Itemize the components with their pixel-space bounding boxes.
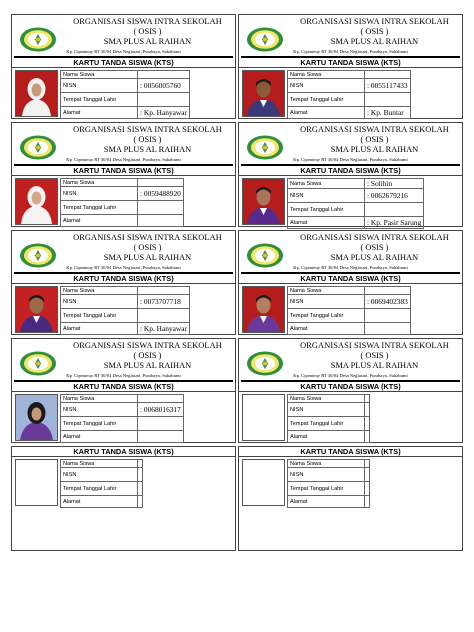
student-photo-empty: [242, 459, 285, 506]
school-name: SMA PLUS AL RAIHAN: [330, 37, 419, 46]
student-info-table: [60, 459, 143, 508]
label-address: Alamat: [61, 323, 138, 335]
label-address: Alamat: [288, 496, 365, 508]
label-nisn: NISN: [61, 79, 138, 93]
value-address: : Kp. Pasir Sarung: [365, 217, 424, 229]
label-address: Alamat: [61, 496, 138, 508]
value-name: [138, 395, 184, 403]
school-name: SMA PLUS AL RAIHAN: [103, 37, 192, 46]
label-ttl: Tempat Tanggal Lahir: [288, 482, 365, 496]
student-photo: [15, 394, 58, 441]
label-nisn: NISN: [288, 79, 365, 93]
student-photo: [15, 286, 58, 333]
value-nisn: : 0073707718: [138, 295, 190, 309]
label-name: Nama Siswa: [288, 71, 365, 79]
student-photo-empty: [242, 394, 285, 441]
label-address: Alamat: [288, 431, 365, 443]
label-nisn: NISN: [288, 403, 365, 417]
value-name: [138, 287, 190, 295]
value-name: : Solihin: [365, 179, 424, 189]
label-ttl: Tempat Tanggal Lahir: [288, 417, 365, 431]
school-address: Kp. Cipeuteuy RT 30/04 Desa Neglasari, Purabaya, Sukabumi: [293, 373, 408, 378]
student-info-table: [287, 70, 411, 119]
label-nisn: NISN: [61, 187, 138, 201]
value-name: [138, 179, 184, 187]
org-name: ORGANISASI SISWA INTRA SEKOLAH: [300, 341, 449, 350]
value-nisn: [138, 468, 143, 482]
student-photo: [242, 286, 285, 333]
value-address: [365, 323, 411, 335]
org-name: ORGANISASI SISWA INTRA SEKOLAH: [73, 233, 222, 242]
value-ttl: [365, 417, 370, 431]
school-address: Kp. Cipeuteuy RT 30/04 Desa Neglasari, Purabaya, Sukabumi: [293, 49, 408, 54]
school-address: Kp. Cipeuteuy RT 30/04 Desa Neglasari, Purabaya, Sukabumi: [66, 49, 181, 54]
school-name: SMA PLUS AL RAIHAN: [330, 253, 419, 262]
card-title: KARTU TANDA SISWA (KTS): [12, 274, 235, 284]
value-nisn: : 0059488920: [138, 187, 184, 201]
value-address: [138, 215, 184, 227]
label-address: Alamat: [288, 107, 365, 119]
label-name: Nama Siswa: [288, 179, 365, 189]
value-nisn: : 0056005760: [138, 79, 190, 93]
student-photo: [242, 70, 285, 117]
student-photo: [15, 70, 58, 117]
school-name: SMA PLUS AL RAIHAN: [330, 145, 419, 154]
card-title: KARTU TANDA SISWA (KTS): [12, 58, 235, 68]
label-ttl: Tempat Tanggal Lahir: [61, 309, 138, 323]
value-name: [138, 71, 190, 79]
school-address: Kp. Cipeuteuy RT 30/04 Desa Neglasari, Purabaya, Sukabumi: [293, 157, 408, 162]
value-address: [365, 431, 370, 443]
value-ttl: [138, 417, 184, 431]
value-ttl: [365, 309, 411, 323]
kts-sheet: [11, 14, 463, 554]
label-ttl: Tempat Tanggal Lahir: [61, 417, 138, 431]
value-name: [365, 71, 411, 79]
org-abbrev: ( OSIS ): [133, 135, 162, 144]
student-card: [238, 338, 463, 443]
label-ttl: Tempat Tanggal Lahir: [61, 201, 138, 215]
school-address: Kp. Cipeuteuy RT 30/04 Desa Neglasari, Purabaya, Sukabumi: [66, 157, 181, 162]
school-name: SMA PLUS AL RAIHAN: [103, 145, 192, 154]
student-info-table: [60, 70, 190, 119]
card-title: KARTU TANDA SISWA (KTS): [12, 166, 235, 176]
label-name: Nama Siswa: [61, 460, 138, 468]
student-card: [11, 338, 236, 443]
school-address: Kp. Cipeuteuy RT 30/04 Desa Neglasari, Purabaya, Sukabumi: [293, 265, 408, 270]
student-card: [238, 14, 463, 119]
student-photo: [15, 178, 58, 225]
org-abbrev: ( OSIS ): [133, 351, 162, 360]
student-card: [11, 14, 236, 119]
value-ttl: [138, 482, 143, 496]
value-nisn: [365, 468, 370, 482]
value-nisn: : 0055117433: [365, 79, 411, 93]
label-name: Nama Siswa: [288, 287, 365, 295]
label-name: Nama Siswa: [61, 395, 138, 403]
label-nisn: NISN: [61, 295, 138, 309]
value-ttl: [138, 201, 184, 215]
org-name: ORGANISASI SISWA INTRA SEKOLAH: [300, 233, 449, 242]
student-photo: [242, 178, 285, 225]
org-abbrev: ( OSIS ): [360, 135, 389, 144]
card-title: KARTU TANDA SISWA (KTS): [239, 166, 462, 176]
org-name: ORGANISASI SISWA INTRA SEKOLAH: [300, 125, 449, 134]
label-name: Nama Siswa: [61, 179, 138, 187]
school-address: Kp. Cipeuteuy RT 30/04 Desa Neglasari, Purabaya, Sukabumi: [66, 373, 181, 378]
value-name: [365, 460, 370, 468]
org-name: ORGANISASI SISWA INTRA SEKOLAH: [73, 341, 222, 350]
value-name: [365, 395, 370, 403]
label-address: Alamat: [288, 217, 365, 229]
label-ttl: Tempat Tanggal Lahir: [288, 93, 365, 107]
label-name: Nama Siswa: [288, 460, 365, 468]
card-title: KARTU TANDA SISWA (KTS): [239, 447, 462, 457]
org-name: ORGANISASI SISWA INTRA SEKOLAH: [300, 17, 449, 26]
label-name: Nama Siswa: [61, 287, 138, 295]
label-address: Alamat: [61, 107, 138, 119]
value-address: : Kp. Buntar: [365, 107, 411, 119]
student-info-table: [60, 286, 190, 335]
value-name: [365, 287, 411, 295]
student-card: [238, 230, 463, 335]
value-ttl: [365, 203, 424, 217]
label-name: Nama Siswa: [288, 395, 365, 403]
label-ttl: Tempat Tanggal Lahir: [61, 482, 138, 496]
card-title: KARTU TANDA SISWA (KTS): [12, 447, 235, 457]
org-name: ORGANISASI SISWA INTRA SEKOLAH: [73, 17, 222, 26]
label-address: Alamat: [288, 323, 365, 335]
value-address: [138, 496, 143, 508]
value-ttl: [365, 482, 370, 496]
student-info-table: [287, 394, 370, 443]
org-abbrev: ( OSIS ): [360, 351, 389, 360]
value-ttl: [138, 93, 190, 107]
value-address: [365, 496, 370, 508]
student-card: [238, 122, 463, 227]
label-name: Nama Siswa: [61, 71, 138, 79]
value-name: [138, 460, 143, 468]
student-info-table: [287, 286, 411, 335]
value-address: : Kp. Hanyawar: [138, 323, 190, 335]
label-ttl: Tempat Tanggal Lahir: [288, 309, 365, 323]
label-address: Alamat: [61, 431, 138, 443]
org-abbrev: ( OSIS ): [360, 27, 389, 36]
student-info-table: [60, 394, 184, 443]
label-ttl: Tempat Tanggal Lahir: [61, 93, 138, 107]
value-nisn: : 0062679216: [365, 189, 424, 203]
card-title: KARTU TANDA SISWA (KTS): [239, 58, 462, 68]
label-ttl: Tempat Tanggal Lahir: [288, 203, 365, 217]
student-info-table: [60, 178, 184, 227]
student-card: [11, 122, 236, 227]
label-address: Alamat: [61, 215, 138, 227]
label-nisn: NISN: [288, 468, 365, 482]
org-abbrev: ( OSIS ): [133, 27, 162, 36]
value-nisn: [365, 403, 370, 417]
label-nisn: NISN: [61, 403, 138, 417]
value-address: [138, 431, 184, 443]
value-ttl: [138, 309, 190, 323]
value-nisn: : 0069402383: [365, 295, 411, 309]
school-address: Kp. Cipeuteuy RT 30/04 Desa Neglasari, Purabaya, Sukabumi: [66, 265, 181, 270]
school-name: SMA PLUS AL RAIHAN: [330, 361, 419, 370]
card-title: KARTU TANDA SISWA (KTS): [239, 274, 462, 284]
org-abbrev: ( OSIS ): [133, 243, 162, 252]
student-card: [238, 446, 463, 551]
value-nisn: : 0068016317: [138, 403, 184, 417]
card-title: KARTU TANDA SISWA (KTS): [12, 382, 235, 392]
student-info-table: [287, 178, 424, 229]
school-name: SMA PLUS AL RAIHAN: [103, 361, 192, 370]
student-card: [11, 446, 236, 551]
student-photo-empty: [15, 459, 58, 506]
value-address: : Kp. Hanyawar: [138, 107, 190, 119]
school-name: SMA PLUS AL RAIHAN: [103, 253, 192, 262]
label-nisn: NISN: [288, 295, 365, 309]
org-name: ORGANISASI SISWA INTRA SEKOLAH: [73, 125, 222, 134]
student-card: [11, 230, 236, 335]
card-title: KARTU TANDA SISWA (KTS): [239, 382, 462, 392]
student-info-table: [287, 459, 370, 508]
label-nisn: NISN: [288, 189, 365, 203]
org-abbrev: ( OSIS ): [360, 243, 389, 252]
label-nisn: NISN: [61, 468, 138, 482]
value-ttl: [365, 93, 411, 107]
